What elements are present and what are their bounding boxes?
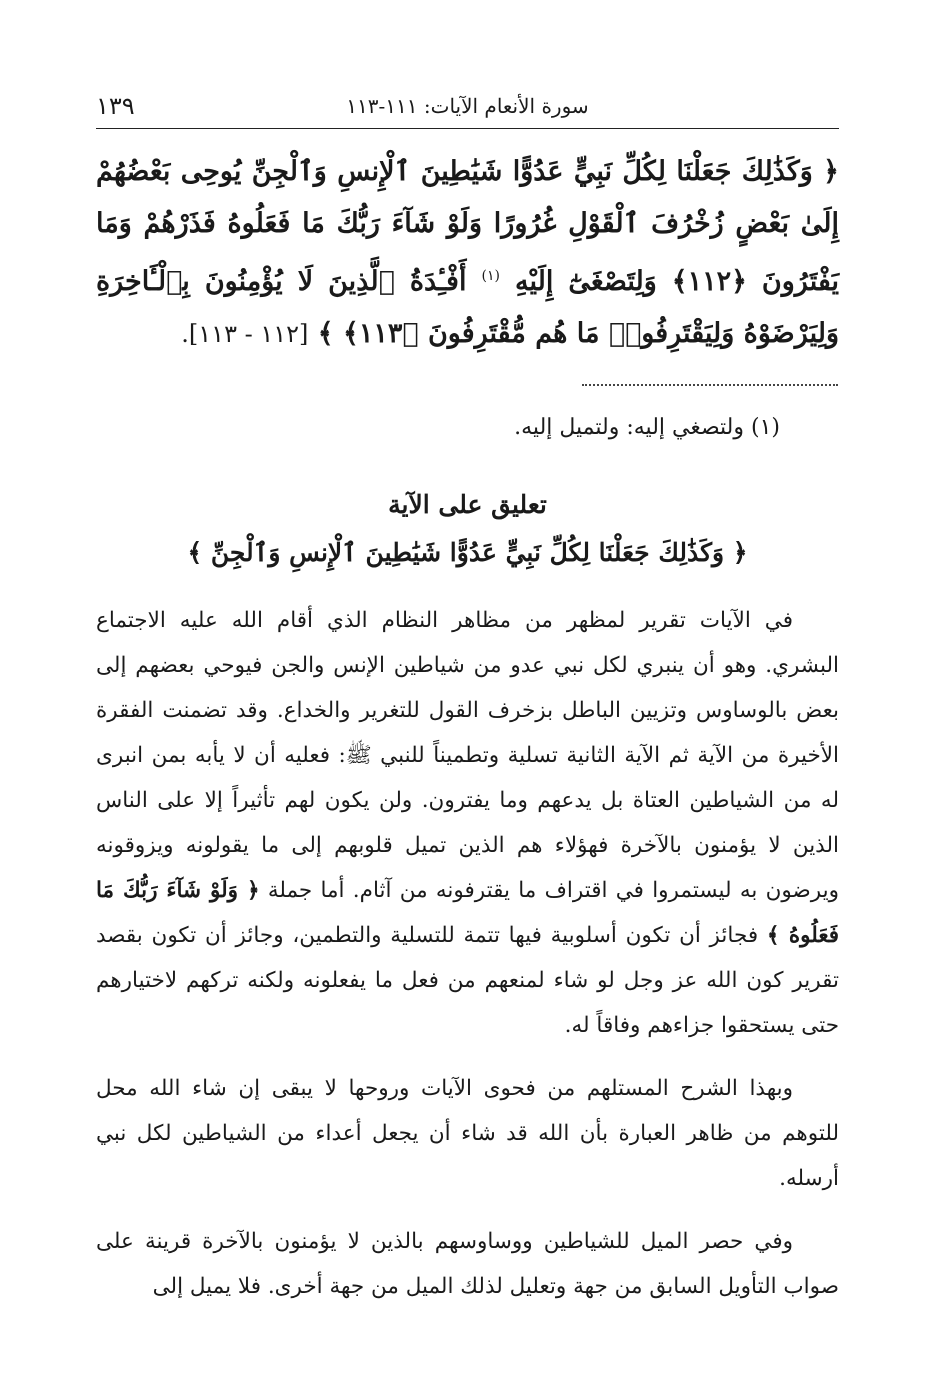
paragraph-3: وفي حصر الميل للشياطين ووساوسهم بالذين لا يؤمنون بالآخرة قرينة على صواب التأويل السابق من جهة وتعليل لذلك الميل من جهة أخرى. فلا يميل إلى [96, 1229, 839, 1299]
footnote-separator [582, 384, 838, 386]
paragraph-1-text-continued: فجائز أن تكون أسلوبية فيها تتمة للتسلية والتطمين، وجائز أن تكون بقصد تقرير كون الله عز وجل لو شاء لمنعهم من فعل ما يفعلونه ولكنه تركهم لاختيارهم حتى يستحقوا جزاءهم وفاقاً له. [96, 923, 839, 1038]
paragraph-2: وبهذا الشرح المستلهم من فحوى الآيات وروحها لا يبقى إن شاء الله محل للتوهم من ظاهر العبارة بأن الله قد شاء أن يجعل أعداء من الشياطين لكل نبي أرسله. [96, 1076, 839, 1191]
inline-verse: ﴿ وَلَوْ شَآءَ رَبُّكَ مَا فَعَلُوهُ ﴾ [96, 878, 839, 948]
quran-verse-block [96, 146, 839, 360]
verse-reference: [١١٢ - ١١٣]. [181, 320, 309, 348]
verse-text: ﴿ وَكَذَٰلِكَ جَعَلْنَا لِكُلِّ نَبِيٍّ عَدُوًّا شَيَٰطِينَ ٱلْإِنسِ وَٱلْجِنِّ يُوحِى بَعْضُهُمْ إِلَىٰ بَعْضٍ زُخْرُفَ ٱلْقَوْلِ غُرُورًا وَلَوْ شَآءَ رَبُّكَ مَا فَعَلُوهُ فَذَرْهُمْ وَمَا يَفْتَرُونَ ﴿١١٢﴾ وَلِتَصْغَىٰٓ إِلَيْهِ [96, 156, 840, 297]
section-verse: ﴿ وَكَذَٰلِكَ جَعَلْنَا لِكُلِّ نَبِيٍّ عَدُوًّا شَيَٰطِينَ ٱلْإِنسِ وَٱلْجِنِّ ﴾ [187, 538, 748, 567]
verse-text-continued: أَفْـِٔدَةُ ٱلَّذِينَ لَا يُؤْمِنُونَ بِٱلْـَٔاخِرَةِ وَلِيَرْضَوْهُ وَلِيَقْتَرِفُوا۟ مَا هُم مُّقْتَرِفُونَ ﴿١١٣﴾ ﴾ [96, 266, 839, 349]
paragraph-1 [96, 598, 839, 1048]
commentary-body [96, 598, 839, 1327]
footnote: (١) ولتصغي إليه: ولتميل إليه. [514, 415, 780, 440]
page-header [96, 88, 839, 129]
paragraph-1-text: في الآيات تقرير لمظهر من مظاهر النظام الذي أقام الله عليه الاجتماع البشري. وهو أن ينبري لكل نبي عدو من شياطين الإنس والجن فيوحي بعضهم إلى بعض بالوساوس وتزيين الباطل بزخرف القول للتغرير والخداع. وقد تضمنت الفقرة الأخيرة من الآية ثم الآية الثانية تسلية وتطميناً للنبي ﷺ: فعليه أن لا يأبه بمن انبرى له من الشياطين العتاة بل يدعهم وما يفترون. ولن يكون لهم تأثيراً إلا على الناس الذين لا يؤمنون بالآخرة فهؤلاء هم الذين تميل قلوبهم إلى ما يقولونه ويزوقونه ويرضون به ليستمروا في اقتراف ما يقترفونه من آثام. أما جملة [96, 608, 839, 903]
footnote-marker: (١) [481, 268, 500, 284]
section-title: تعليق على الآية [388, 490, 547, 519]
running-title: سورة الأنعام الآيات: ١١١-١١٣ [346, 94, 589, 118]
page-number: ١٣٩ [96, 92, 135, 120]
